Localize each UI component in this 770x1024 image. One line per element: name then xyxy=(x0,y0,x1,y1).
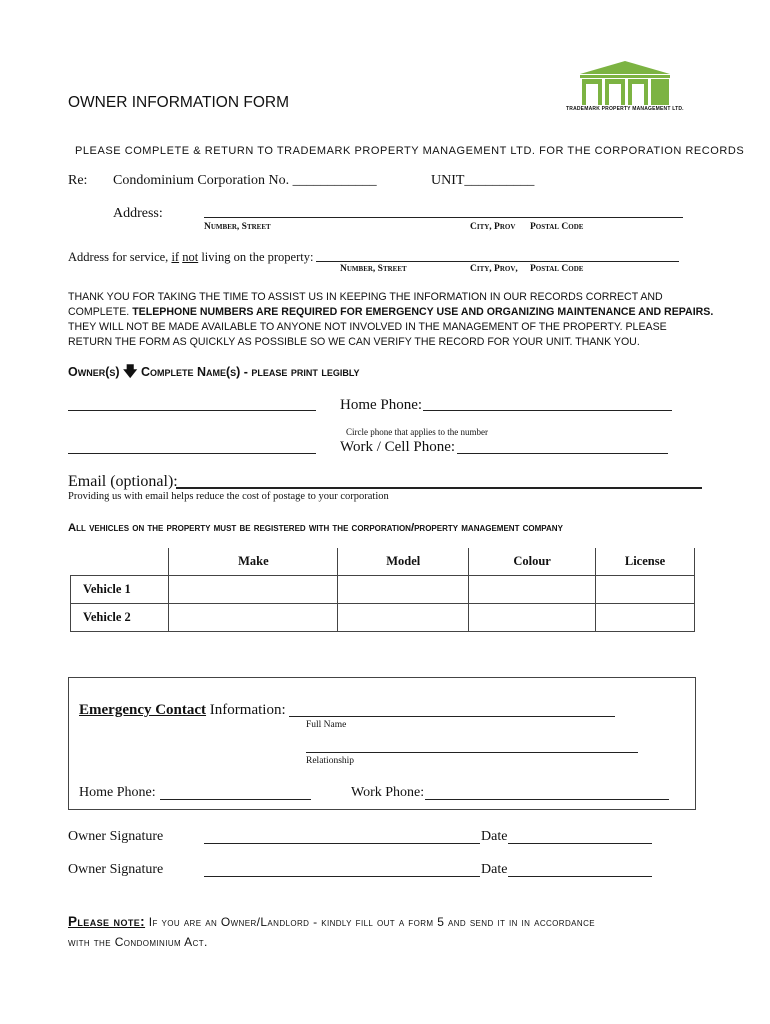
column-header-model: Model xyxy=(338,548,469,576)
please-note-num: 5 xyxy=(437,915,445,929)
city-prov-caption: City, Prov xyxy=(470,222,516,232)
vehicle-1-make-cell[interactable] xyxy=(169,576,338,604)
emergency-contact-box xyxy=(68,677,696,810)
unit-field[interactable]: UNIT__________ xyxy=(431,173,535,188)
table-row xyxy=(71,576,695,604)
date-label-1: Date xyxy=(481,829,508,844)
emergency-relationship-field[interactable] xyxy=(306,752,638,753)
owner-name-2-field[interactable] xyxy=(68,453,316,454)
page-title: OWNER INFORMATION FORM xyxy=(68,94,289,111)
corporation-number-field[interactable]: Condominium Corporation No. ____________ xyxy=(113,173,377,188)
circle-phone-note: Circle phone that applies to the number xyxy=(346,427,488,437)
owners-heading-a: Owner(s) xyxy=(68,365,120,379)
service-if: if xyxy=(171,250,180,264)
date-field-2[interactable] xyxy=(508,876,652,877)
emergency-title: Emergency Contact xyxy=(79,702,207,718)
work-cell-phone-field[interactable] xyxy=(457,453,668,454)
table-corner-cell xyxy=(71,548,169,576)
service-address-line[interactable] xyxy=(316,261,679,262)
please-note-text-1: If you are an Owner/Landlord - kindly fill out a form xyxy=(148,915,434,929)
thanks-line-3: THEY WILL NOT BE MADE AVAILABLE TO ANYONE NOT INVOLVED IN THE MANAGEMENT OF THE PROPERTY. PLEASE xyxy=(68,321,667,333)
service-not: not xyxy=(182,250,199,264)
please-note-line-2: with the Condominium Act. xyxy=(68,935,208,949)
postal-code-caption-2: Postal Code xyxy=(530,264,584,274)
please-note xyxy=(68,912,595,952)
thanks-line-2b: TELEPHONE NUMBERS ARE REQUIRED FOR EMERGENCY USE AND ORGANIZING MAINTENANCE AND REPAIRS. xyxy=(132,306,714,318)
emergency-home-phone-field[interactable] xyxy=(160,799,311,800)
email-note: Providing us with email helps reduce the cost of postage to your corporation xyxy=(68,491,389,502)
vehicles-heading: All vehicles on the property must be registered with the corporation/property management company xyxy=(68,522,563,534)
city-prov-caption-2: City, Prov, xyxy=(470,264,518,274)
owner-signature-field-2[interactable] xyxy=(204,876,480,877)
address-for-service-label xyxy=(68,250,313,265)
date-label-2: Date xyxy=(481,862,508,877)
email-field[interactable] xyxy=(176,487,702,489)
owners-heading xyxy=(68,361,360,385)
full-name-caption: Full Name xyxy=(306,720,347,730)
address-label: Address: xyxy=(113,206,163,221)
home-phone-field[interactable] xyxy=(423,410,672,411)
emergency-info-label: Information: xyxy=(209,702,286,718)
emergency-work-phone-field[interactable] xyxy=(425,799,669,800)
owner-name-1-field[interactable] xyxy=(68,410,316,411)
vehicle-2-model-cell[interactable] xyxy=(338,604,469,632)
vehicle-2-make-cell[interactable] xyxy=(169,604,338,632)
owner-signature-field-1[interactable] xyxy=(204,843,480,844)
number-street-caption: Number, Street xyxy=(204,222,271,232)
emergency-full-name-field[interactable] xyxy=(289,716,615,717)
company-logo xyxy=(562,60,688,116)
table-row xyxy=(71,604,695,632)
vehicle-2-license-cell[interactable] xyxy=(596,604,695,632)
re-label: Re: xyxy=(68,173,88,188)
column-header-license: License xyxy=(596,548,695,576)
thanks-line-2 xyxy=(68,305,713,320)
arrow-down-icon: 🡇 xyxy=(123,363,138,379)
column-header-make: Make xyxy=(169,548,338,576)
owner-signature-label-1: Owner Signature xyxy=(68,829,164,844)
thanks-line-4: RETURN THE FORM AS QUICKLY AS POSSIBLE SO WE CAN VERIFY THE RECORD FOR YOUR UNIT. THANK YOU. xyxy=(68,336,640,348)
column-header-colour: Colour xyxy=(469,548,596,576)
vehicle-1-label: Vehicle 1 xyxy=(71,576,169,604)
work-cell-phone-label: Work / Cell Phone: xyxy=(340,439,456,455)
number-street-caption-2: Number, Street xyxy=(340,264,407,274)
service-label-text: Address for service, xyxy=(68,250,169,264)
home-phone-label: Home Phone: xyxy=(340,397,423,413)
email-label: Email (optional): xyxy=(68,473,178,490)
building-logo-icon xyxy=(562,60,688,106)
thanks-line-2a: COMPLETE. xyxy=(68,306,130,318)
logo-text: TRADEMARK PROPERTY MANAGEMENT LTD. xyxy=(566,106,684,112)
emergency-heading xyxy=(79,702,286,719)
thanks-paragraph xyxy=(68,290,713,350)
date-field-1[interactable] xyxy=(508,843,652,844)
please-note-line-1 xyxy=(68,912,595,932)
please-note-label: Please note: xyxy=(68,914,146,929)
vehicle-2-colour-cell[interactable] xyxy=(469,604,596,632)
vehicle-2-label: Vehicle 2 xyxy=(71,604,169,632)
vehicle-1-license-cell[interactable] xyxy=(596,576,695,604)
emergency-work-phone-label: Work Phone: xyxy=(351,785,425,800)
instruction-line: PLEASE COMPLETE & RETURN TO TRADEMARK PROPERTY MANAGEMENT LTD. FOR THE CORPORATION RECORDS xyxy=(75,145,745,157)
vehicle-1-model-cell[interactable] xyxy=(338,576,469,604)
thanks-line-1: THANK YOU FOR TAKING THE TIME TO ASSIST US IN KEEPING THE INFORMATION IN OUR RECORDS CORRECT AND xyxy=(68,291,663,303)
owners-heading-b: Complete Name(s) - please print legibly xyxy=(140,365,360,379)
table-header-row xyxy=(71,548,695,576)
address-line[interactable] xyxy=(204,217,683,218)
service-rest: living on the property: xyxy=(201,250,314,264)
emergency-home-phone-label: Home Phone: xyxy=(79,785,156,800)
vehicle-1-colour-cell[interactable] xyxy=(469,576,596,604)
owner-signature-label-2: Owner Signature xyxy=(68,862,164,877)
relationship-caption: Relationship xyxy=(306,756,355,766)
please-note-text-2: and send it in in accordance xyxy=(448,915,595,929)
postal-code-caption: Postal Code xyxy=(530,222,584,232)
vehicles-table xyxy=(70,548,695,632)
